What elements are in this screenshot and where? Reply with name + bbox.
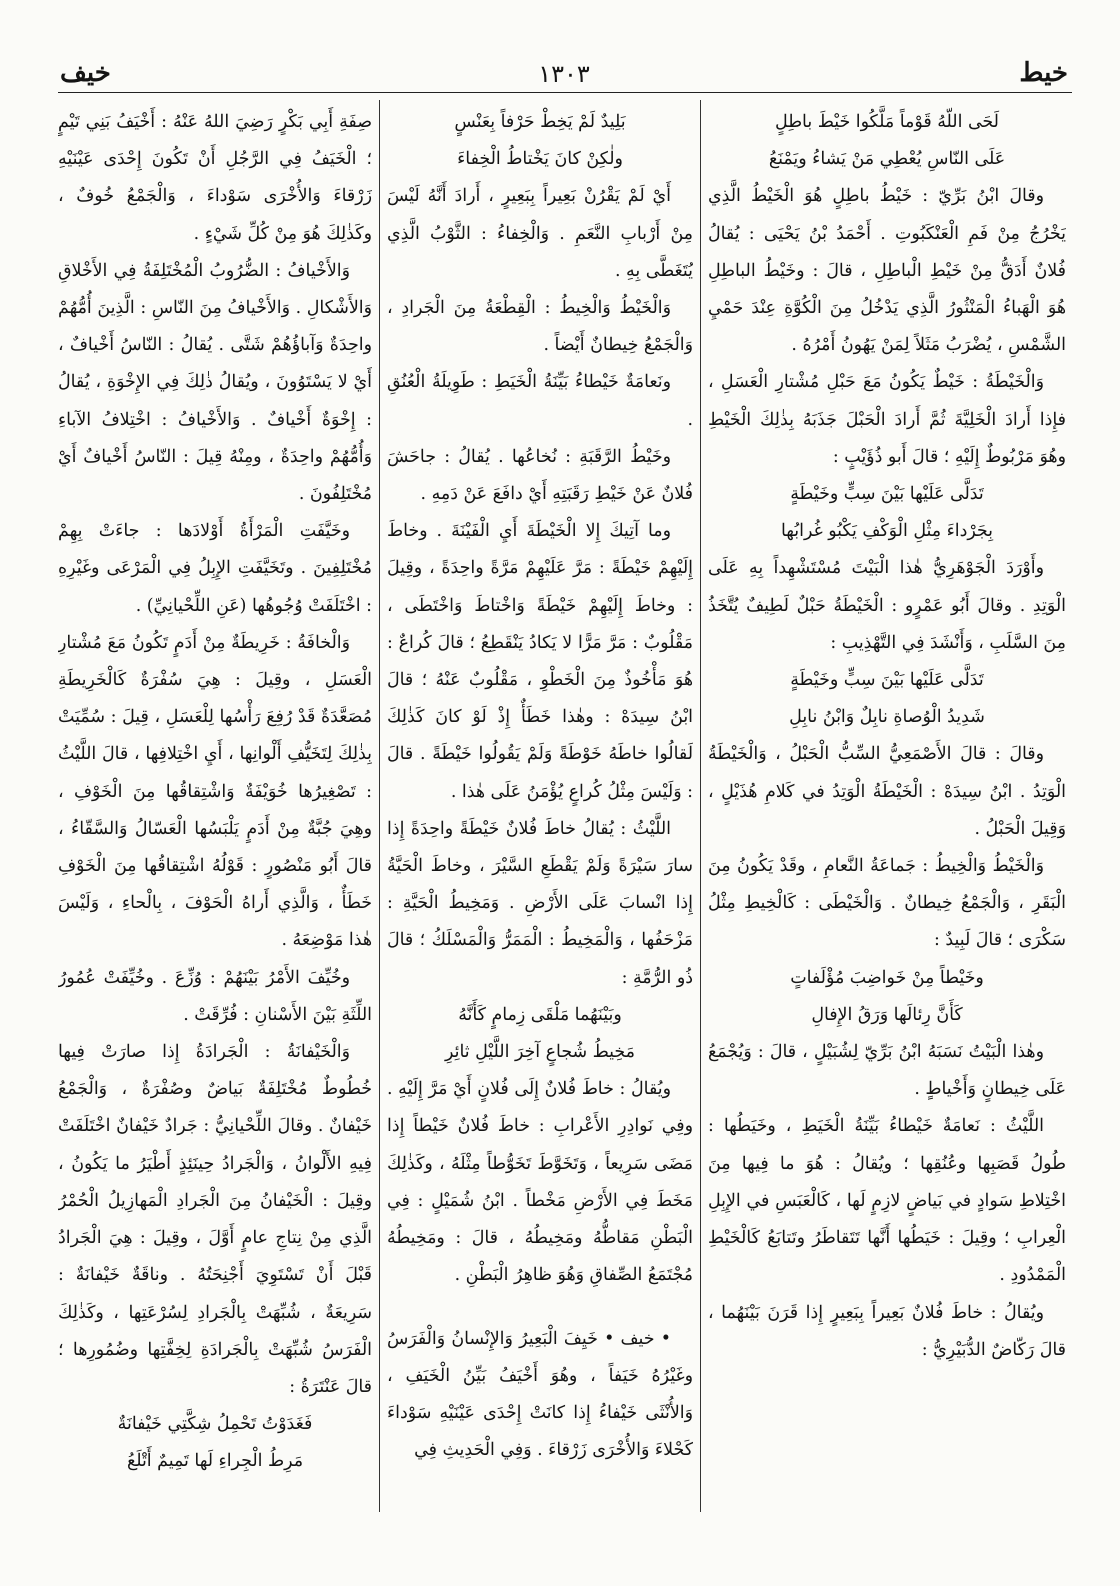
running-headword-right: خيط	[1019, 58, 1068, 88]
paragraph: وَالْخافَةُ : خَرِيطَةٌ مِنْ أَدَمٍ تَكُونُ مَعَ مُشْتارِ الْعَسَلِ ، وقِيلَ : هِيَ سُفْرَةٌ كَالْخَرِيطَةِ مُصَعَّدَةٌ قَدْ رُفِعَ رَأْسُها لِلْعَسَلِ ، قِيلَ : سُمِّيَتْ بِذٰلِكَ لِتَخَيُّفِ أَلْوانِها ، أَيِ اخْتِلافِها ، قالَ اللَّيْثُ : تَصْغِيرُها خُوَيْفَةٌ وَاشْتِقاقُها مِنَ الْخَوْفِ ، وهِيَ جُبَّةٌ مِنْ أَدَمٍ يَلْبَسُها الْعَسّالُ وَالسَّقّاءُ ، قالَ أَبُو مَنْصُورٍ : قَوْلُهُ اشْتِقاقُها مِنَ الْخَوْفِ خَطَأٌ ، وَالَّذِي أَراهُ الْحَوْفَ ، بِالْحاءِ ، وَلَيْسَ هٰذا مَوْضِعَهُ .	[58, 632, 372, 951]
paragraph: وَالْخَيْطُ وَالْخِيطُ : الْقِطْعَةُ مِنَ الْجَرادِ ، وَالْجَمْعُ خِيطانٌ أَيْضاً .	[387, 298, 693, 356]
text-column-middle	[387, 104, 693, 1504]
column-divider	[379, 100, 380, 1512]
paragraph: ونَعامَةٌ خَيْطاءُ بَيِّنَةُ الْخَيَطِ : طَوِيلَةُ الْعُنُقِ .	[387, 372, 693, 430]
paragraph: اللَّيْثُ : نَعامَةٌ خَيْطاءُ بَيِّنَةُ الْخَيَطِ ، وخَيَطُها : طُولُ قَصَبِها وعُنُقِها ؛ ويُقالُ : هُوَ ما فِيها مِنَ اخْتِلاطِ سَوادٍ في بَياضٍ لازِمٍ لَها ، كَالْعَبَسِ في الإِبِلِ الْعِرابِ ؛ وقِيلَ : خَيَطُها أَنَّها تَتَقاطَرُ وتَتابَعُ كَالْخَيْطِ الْمَمْدُودِ .	[708, 1116, 1066, 1286]
paragraph: ويُقالُ : خاطَ فُلانٌ بَعِيراً بِبَعِيرٍ إِذا قَرَنَ بَيْنَهُما ، قالَ رَكّاضٌ الدُّبَيْرِيُّ :	[708, 1302, 1066, 1360]
verse-line: مَرِطُ الْجِراءِ لَها تَمِيمٌ أَتْلَعُ	[126, 1451, 304, 1472]
paragraph: ويُقالُ : خاطَ فُلانٌ إِلَى فُلانٍ أَيْ مَرَّ إِلَيْهِ . وفِي نَوادِرِ الأَعْرابِ : خاطَ فُلانٌ خَيْطاً إِذا مَضَى سَرِيعاً ، وَتَخَوَّطَ تَخَوُّطاً مِثْلَهُ ، وكَذٰلِكَ مَخَطَ فِي الأَرْضِ مَخْطاً . ابْنُ شُمَيْلٍ : فِي الْبَطْنِ مَقاطُّهُ ومَخِيطُهُ ، قالَ : ومَخِيطُهُ مُجْتَمَعُ الصِّفاقِ وَهُوَ ظاهِرُ الْبَطْنِ .	[387, 1079, 693, 1286]
verse-line: بِجَرْداءَ مِثْلِ الْوَكْفِ يَكْبُو غُرابُها	[780, 521, 993, 542]
paragraph: اللَّيْثُ : يُقالُ خاطَ فُلانٌ خَيْطَةً واحِدَةً إِذا سارَ سَيْرَةً وَلَمْ يَقْطَعِ السَّيْرَ ، وخاطَ الْحَيَّةُ إِذا انْسابَ عَلَى الأَرْضِ . وَمَخِيطُ الْحَيَّةِ : مَزْحَفُها ، وَالْمَخِيطُ : الْمَمَرُّ وَالْمَسْلَكُ ؛ قالَ ذُو الرُّمَّةِ :	[387, 818, 693, 988]
paragraph: وَالأَخْيافُ : الضُّرُوبُ الْمُخْتَلِفَةُ فِي الأَخْلاقِ وَالأَشْكالِ . وَالأَخْيافُ مِنَ النّاسِ : الَّذِينَ أُمُّهُمْ واحِدَةٌ وَآباؤُهُمْ شَتَّى . يُقالُ : النّاسُ أَخْيافٌ ، أَيْ لا يَسْتَوُونَ ، ويُقالُ ذٰلِكَ فِي الإِخْوَةِ ، يُقالُ : إِخْوَةٌ أَخْيافٌ . وَالأَخْيافُ : اخْتِلافُ الآباءِ وَأُمُّهُمْ واحِدَةٌ ، ومِنْهُ قِيلَ : النّاسُ أَخْيافٌ أَيْ مُخْتَلِفُونَ .	[58, 260, 372, 505]
paragraph: وَالْخَيْطُ وَالْخِيطُ : جَماعَةُ النَّعامِ ، وقَدْ يَكُونُ مِنَ الْبَقَرِ ، وَالْجَمْعُ خِيطانٌ . وَالْخَيْطَى : كَالْخِيطِ مِثْلُ سَكْرَى ؛ قالَ لَبِيدٌ :	[708, 856, 1066, 951]
verse-line: لَحَى اللّهُ قَوْماً مَلَّكُوا خَيْطَ باطِلٍ	[775, 112, 999, 132]
verse-line: وخَيْطاً مِنْ خَواضِبَ مُؤْلَفاتٍ	[790, 967, 984, 988]
verse-line: تَدَلَّى عَلَيْها بَيْنَ سِبٍّ وخَيْطَةٍ	[790, 484, 984, 505]
paragraph: وأَوْرَدَ الْجَوْهَرِيُّ هٰذا الْبَيْتَ مُسْتَشْهِداً بِهِ عَلَى الْوَتِدِ . وقالَ أَبُو عَمْرٍو : الْخَيْطَةُ حَبْلٌ لَطِيفٌ يُتَّخَذُ مِنَ السَّلَبِ ، وَأَنْشَدَ فِي التَّهْذِيبِ :	[708, 558, 1066, 653]
paragraph: وما آتِيكَ إِلا الْخَيْطَةَ أَيِ الْفَيْنَةَ . وخاطَ إِلَيْهِمْ خَيْطَةً : مَرَّ عَلَيْهِمْ مَرَّةً واحِدَةً ، وقِيلَ : وخاطَ إِلَيْهِمْ خَيْطَةً وَاخْتاطَ وَاخْتَطَى ، مَقْلُوبٌ : مَرَّ مَرًّا لا يَكادُ يَنْقَطِعُ ؛ قالَ كُراعٌ : هُوَ مَأْخُوذٌ مِنَ الْخَطْوِ ، مَقْلُوبٌ عَنْهُ ؛ قالَ ابْنُ سِيدَهْ : وهٰذا خَطَأٌ إِذْ لَوْ كانَ كَذٰلِكَ لَقالُوا خاطَهُ خَوْطَةً وَلَمْ يَقُولُوا خَيْطَةً . قالَ : وَلَيْسَ مِثْلُ كُراعٍ يُؤْمَنُ عَلَى هٰذا .	[387, 521, 693, 802]
paragraph: • خيف • خَيِفَ الْبَعِيرُ وَالإِنْسانُ وَالْفَرَسُ وغَيْرُهُ خَيَفاً ، وهُوَ أَخْيَفُ بَيِّنُ الْخَيَفِ ، وَالأُنْثَى خَيْفاءُ إِذا كانَتْ إِحْدَى عَيْنَيْهِ سَوْداءَ كَحْلاءَ وَالأُخْرَى زَرْقاءَ . وَفِي الْحَدِيثِ فِي	[387, 1328, 693, 1461]
header-rule	[58, 92, 1072, 93]
running-headword-left: خيف	[60, 58, 111, 88]
verse-line: فَغَدَوْتُ تَحْمِلُ شِكَّتِي خَيْفانَةٌ	[117, 1414, 313, 1435]
paragraph: وخَيَّفَتِ الْمَرْأَةُ أَوْلادَها : جاءَتْ بِهِمْ مُخْتَلِفِينَ . وتَخَيَّفَتِ الإِبِلُ فِي الْمَرْعَى وغَيْرِهِ : اخْتَلَفَتْ وُجُوهُها (عَنِ اللِّحْيانِيِّ) .	[58, 521, 372, 616]
paragraph: وخَيْطُ الرَّقَبَةِ : نُخاعُها . يُقالُ : جاحَشَ فُلانٌ عَنْ خَيْطِ رَقَبَتِهِ أَيْ دافَعَ عَنْ دَمِهِ .	[387, 446, 693, 505]
verse-line: تَدَلَّى عَلَيْها بَيْنَ سِبٍّ وخَيْطَةٍ	[790, 670, 984, 691]
verse-line: وبَيْنَهُما مَلْقَى زِمامٍ كَأَنَّهُ	[458, 1004, 622, 1025]
paragraph: أَيْ لَمْ يَقْرُنْ بَعِيراً بِبَعِيرٍ ، أَرادَ أَنَّهُ لَيْسَ مِنْ أَرْبابِ النَّعَمِ . وَالْخِفاءُ : الثَّوْبُ الَّذِي يُتَغَطَّى بِهِ .	[387, 186, 693, 281]
text-column-right	[708, 104, 1066, 1504]
verse-line: بَلِيدٌ لَمْ يَخِطْ حَرْفاً بِعَنْسٍ	[454, 112, 626, 132]
paragraph: صِفَةِ أَبِي بَكْرٍ رَضِيَ اللهُ عَنْهُ : أَخْيَفُ بَنِي تَيْمٍ ؛ الْخَيَفُ فِي الرَّجُلِ أَنْ تَكُونَ إِحْدَى عَيْنَيْهِ زَرْقاءَ وَالأُخْرَى سَوْداءَ ، وَالْجَمْعُ خُوفٌ ، وكَذٰلِكَ هُوَ مِنْ كُلِّ شَيْءٍ .	[58, 112, 372, 244]
page-number: ١٣٠٣	[538, 60, 590, 88]
column-divider	[700, 100, 701, 1512]
verse-line: شَدِيدُ الْوُصاةِ نابِلٌ وَابْنُ نابِلِ	[789, 707, 985, 728]
verse-line: ولٰكِنْ كانَ يَخْتاطُ الْخِفاءَ	[457, 149, 623, 170]
paragraph: وَالْخَيْطَةُ : خَيْطٌ يَكُونُ مَعَ حَبْلِ مُشْتارِ الْعَسَلِ ، فإِذا أَرادَ الْخَلِيَّةَ ثُمَّ أَرادَ الْحَبْلَ جَذَبَهُ بِذٰلِكَ الْخَيْطِ وهُوَ مَرْبُوطٌ إِلَيْهِ ؛ قالَ أَبو ذُؤَيْبٍ :	[708, 372, 1066, 467]
paragraph: وهٰذا الْبَيْتُ نَسَبَهُ ابْنُ بَرِّيّ لِشُبَيْلٍ ، قالَ : وَيُجْمَعُ عَلَى خِيطانٍ وَأَخْياطٍ .	[708, 1042, 1066, 1100]
verse-line: عَلَى النّاسِ يُعْطِي مَنْ يَشاءُ ويَمْنَعُ	[768, 149, 1006, 170]
verse-line: كَأَنَّ رِئالَها وَرَقُ الإِفالِ	[811, 1004, 963, 1025]
paragraph: وخُيِّفَ الأَمْرُ بَيْنَهُمْ : وُزِّعَ . وخُيِّفَتْ عُمُورُ اللِّثَةِ بَيْنَ الأَسْنانِ : فُرِّقَتْ .	[58, 967, 372, 1025]
paragraph: وَالْخَيْفانَةُ : الْجَرادَةُ إِذا صارَتْ فِيها خُطُوطٌ مُخْتَلِفَةٌ بَياضٌ وصُفْرَةٌ ، وَالْجَمْعُ خَيْفانٌ . وقالَ اللِّحْيانِيُّ : جَرادٌ خَيْفانٌ اخْتَلَفَتْ فِيهِ الأَلْوانُ ، وَالْجَرادُ حِينَئِذٍ أَطْيَرُ ما يَكُونُ ، وقِيلَ : الْخَيْفانُ مِنَ الْجَرادِ الْمَهازِيلُ الْحُمْرُ الَّذِي مِنْ نِتاجِ عامٍ أَوَّلَ ، وقِيلَ : هِيَ الْجَرادُ قَبْلَ أَنْ تَسْتَوِيَ أَجْنِحَتُهُ . وناقَةٌ خَيْفانَةٌ : سَرِيعَةٌ ، شُبِّهَتْ بِالْجَرادِ لِسُرْعَتِها ، وكَذٰلِكَ الْفَرَسُ شُبِّهَتْ بِالْجَرادَةِ لِخِفَّتِها وضُمُورِها ؛ قالَ عَنْتَرَةُ :	[58, 1042, 372, 1397]
paragraph: وقالَ : قالَ الأَصْمَعِيُّ السِّبُّ الْحَبْلُ ، وَالْخَيْطَةُ الْوَتِدُ . ابْنُ سِيدَهْ : الْخَيْطَةُ الْوَتِدُ في كَلامِ هُذَيْلٍ ، وَقِيلَ الْحَبْلُ .	[708, 744, 1066, 839]
text-column-left	[58, 104, 372, 1504]
verse-line: مَخِيطُ شُجاعٍ آخِرَ اللَّيْلِ ثائِرِ	[445, 1042, 635, 1063]
paragraph: وقالَ ابْنُ بَرِّيّ : خَيْطُ باطِلٍ هُوَ الْخَيْطُ الَّذِي يَخْرُجُ مِنْ فَمِ الْعَنْكَبُوتِ . أَحْمَدُ بْنُ يَحْيَى : يُقالُ فُلانٌ أَدَقُّ مِنْ خَيْطِ الْباطِلِ ، قالَ : وخَيْطُ الباطِلِ هُوَ الْهَباءُ الْمَنْثُورُ الَّذِي يَدْخُلُ مِنَ الْكُوَّةِ عِنْدَ حَمْيِ الشَّمْسِ ، يُضْرَبُ مَثَلاً لِمَنْ يَهُونُ أَمْرُهُ .	[708, 186, 1066, 356]
page-header	[60, 56, 1068, 96]
